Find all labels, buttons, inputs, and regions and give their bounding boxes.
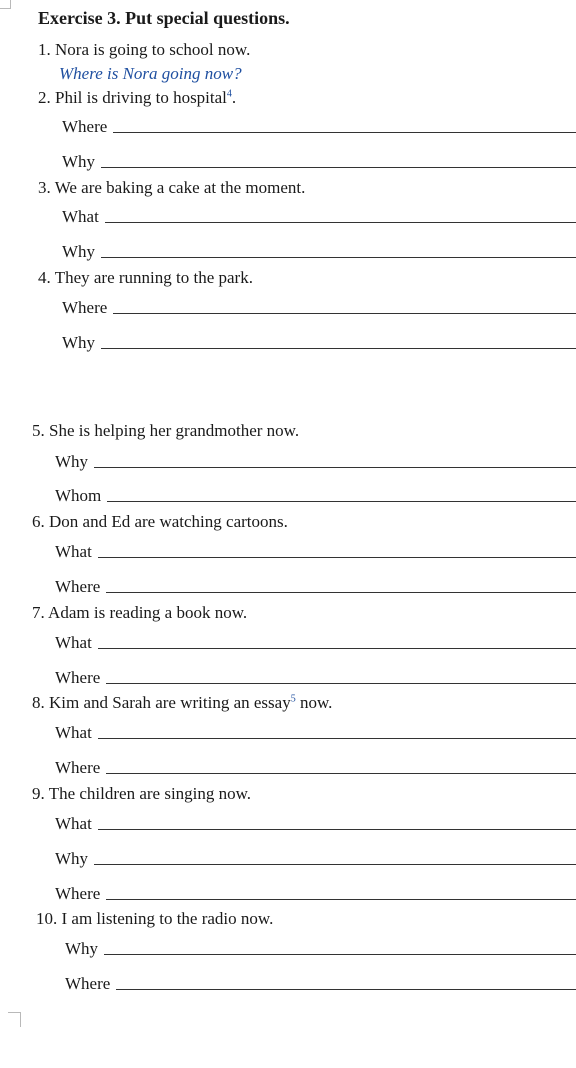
question-row xyxy=(55,756,576,778)
answer-blank-line[interactable] xyxy=(98,737,576,739)
exercise-sentence: 5. She is helping her grandmother now. xyxy=(32,421,300,440)
question-row xyxy=(55,484,576,506)
question-row xyxy=(65,937,576,959)
answer-blank-line[interactable] xyxy=(104,953,576,955)
question-word: Why xyxy=(55,849,89,868)
question-word: Why xyxy=(55,452,89,471)
question-row xyxy=(55,812,576,834)
question-word: Why xyxy=(62,242,96,261)
answer-blank-line[interactable] xyxy=(105,221,576,223)
question-row xyxy=(55,540,576,562)
answer-blank-line[interactable] xyxy=(101,256,576,258)
question-row xyxy=(62,115,576,137)
question-word: Where xyxy=(55,758,101,777)
answer-blank-line[interactable] xyxy=(101,347,576,349)
question-row xyxy=(62,331,576,353)
answer-blank-line[interactable] xyxy=(94,863,576,865)
answer-blank-line[interactable] xyxy=(101,166,576,168)
answer-blank-line[interactable] xyxy=(106,772,576,774)
exercise-sentence: 7. Adam is reading a book now. xyxy=(32,603,248,622)
answer-blank-line[interactable] xyxy=(94,466,576,468)
answer-blank-line[interactable] xyxy=(106,898,576,900)
question-row xyxy=(62,205,576,227)
answer-blank-line[interactable] xyxy=(106,682,576,684)
question-row xyxy=(65,972,576,994)
page-corner-mark xyxy=(8,1012,21,1027)
question-word: Where xyxy=(55,577,101,596)
question-row xyxy=(55,721,576,743)
question-row xyxy=(55,847,576,869)
question-word: Why xyxy=(62,333,96,352)
answer-blank-line[interactable] xyxy=(107,500,576,502)
exercise-sentence: 3. We are baking a cake at the moment. xyxy=(38,178,306,197)
exercise-sentence: 4. They are running to the park. xyxy=(38,268,253,287)
question-word: Where xyxy=(62,298,108,317)
question-word: Where xyxy=(55,668,101,687)
answer-blank-line[interactable] xyxy=(98,556,576,558)
question-row xyxy=(55,882,576,904)
question-word: What xyxy=(55,633,92,652)
question-word: What xyxy=(55,542,92,561)
exercise-sentence: 8. Kim and Sarah are writing an essay$^5$ now. xyxy=(32,693,333,712)
question-word: Where xyxy=(55,884,101,903)
question-row xyxy=(55,631,576,653)
question-word: Where xyxy=(65,974,111,993)
question-word: Whom xyxy=(55,486,102,505)
footnote-marker: 5 xyxy=(290,693,296,705)
question-row xyxy=(55,666,576,688)
question-word: What xyxy=(55,814,92,833)
exercise-sentence: 2. Phil is driving to hospital$^4$. xyxy=(38,88,237,107)
question-row xyxy=(62,150,576,172)
answer-blank-line[interactable] xyxy=(106,591,576,593)
question-word: Why xyxy=(65,939,99,958)
answer-blank-line[interactable] xyxy=(116,988,576,990)
answer-blank-line[interactable] xyxy=(98,828,576,830)
exercise-sentence: 10. I am listening to the radio now. xyxy=(36,909,274,928)
question-word: What xyxy=(55,723,92,742)
answer-blank-line[interactable] xyxy=(113,312,576,314)
question-word: What xyxy=(62,207,99,226)
example-answer: Where is Nora going now? xyxy=(59,64,242,83)
question-word: Why xyxy=(62,152,96,171)
page-corner-mark xyxy=(0,0,11,9)
example-sentence: 1. Nora is going to school now. xyxy=(38,40,251,59)
question-row xyxy=(55,575,576,597)
exercise-sentence: 6. Don and Ed are watching cartoons. xyxy=(32,512,288,531)
question-row xyxy=(55,450,576,472)
answer-blank-line[interactable] xyxy=(113,131,576,133)
answer-blank-line[interactable] xyxy=(98,647,576,649)
question-row xyxy=(62,296,576,318)
footnote-marker: 4 xyxy=(226,88,232,100)
exercise-sentence: 9. The children are singing now. xyxy=(32,784,252,803)
exercise-title: Exercise 3. Put special questions. xyxy=(38,8,290,28)
question-row xyxy=(62,240,576,262)
question-word: Where xyxy=(62,117,108,136)
